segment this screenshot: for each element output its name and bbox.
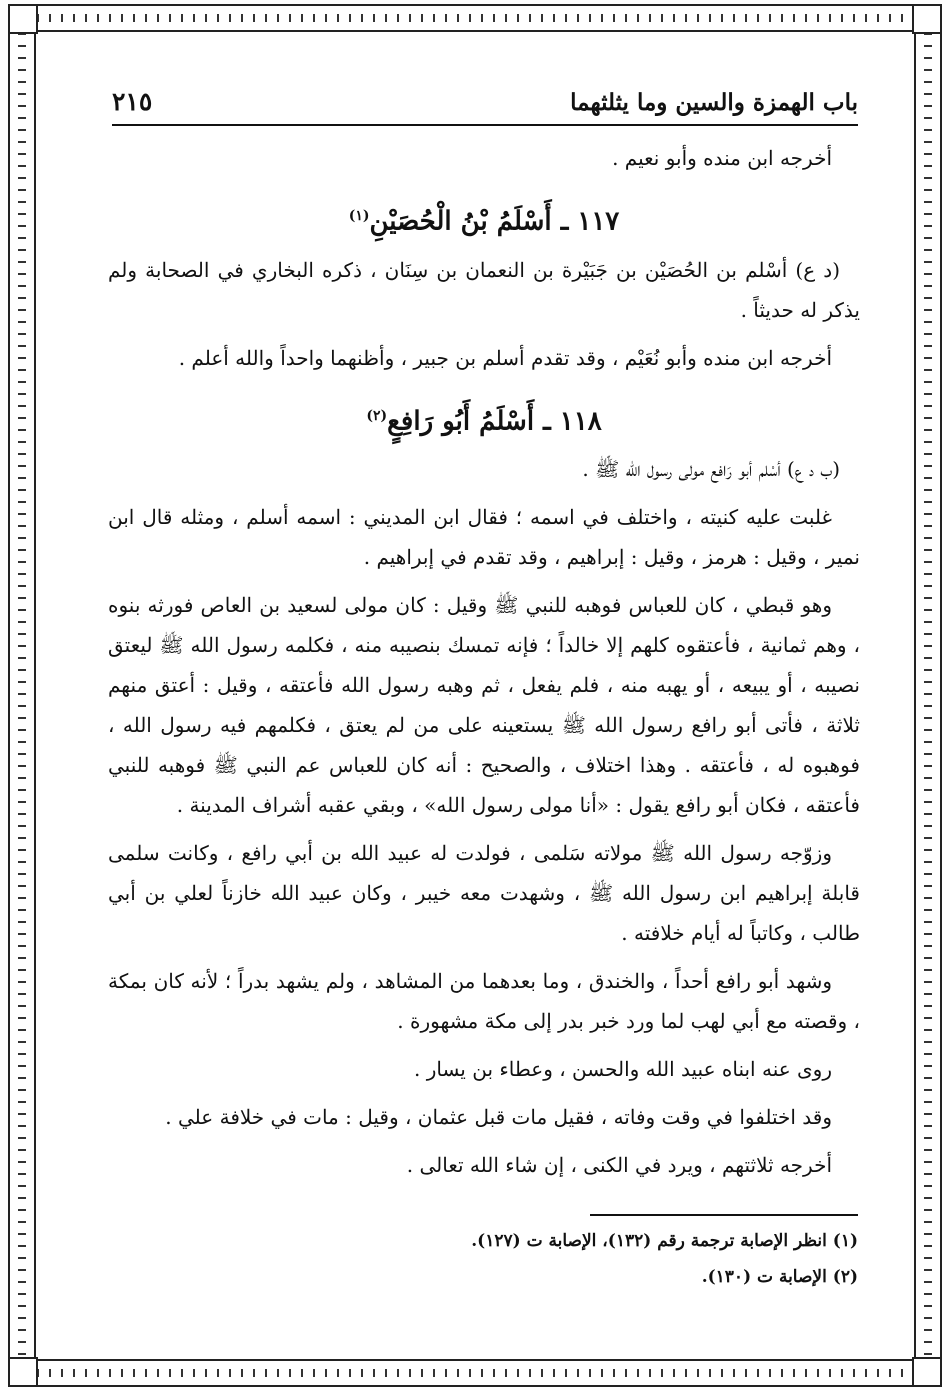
footnotes xyxy=(108,1222,858,1296)
page-header xyxy=(112,76,858,126)
paragraph: وهو قبطي ، كان للعباس فوهبه للنبي ﷺ وقيل : كان مولى لسعيد بن العاص فورثه بنوه ، وهم ثمانية ، فأعتقوه كلهم إلا خالداً ؛ فإنه تمسك بنصيبه منه ، فكلمه رسول الله ﷺ ليعتق نصيبه ، أو يبيعه ، أو يهبه منه ، فلم يفعل ، ثم وهبه رسول الله فأعتقه ، وقيل : أعتق منهم ثلاثة ، فأتى أبو رافع رسول الله ﷺ يستعينه على من لم يعتق ، فكلمهم فيه رسول الله ، فوهبوه له ، فأعتقه . وهذا اختلاف ، والصحيح : أنه كان للعباس عم النبي ﷺ فوهبه للنبي فأعتقه ، فكان أبو رافع يقول : «أنا مولى رسول الله» ، وبقي عقبه أشراف المدينة . xyxy=(108,593,860,818)
page-number: ٢١٥ xyxy=(112,87,153,116)
paragraph: (د ع) أسْلم بن الحُصَيْن بن جَبَيْرة بن النعمان بن سِنَان ، ذكره البخاري في الصحابة ولم يذكر له حديثاً . xyxy=(108,257,860,322)
border-corner xyxy=(8,1357,38,1387)
paragraph: أخرجه ثلاثتهم ، ويرد في الكنى ، إن شاء الله تعالى . xyxy=(406,1153,832,1178)
footnote: (١) انظر الإصابة ترجمة رقم (١٣٢)، الإصابة ت (١٢٧). xyxy=(471,1231,858,1251)
entry-title-text: ١١٨ ـ أَسْلَمُ أَبُو رَافِعٍ xyxy=(387,406,602,437)
border-corner xyxy=(912,1357,942,1387)
border-corner xyxy=(8,4,38,34)
entry-heading-117 xyxy=(108,194,860,244)
paragraph: (ب د ع) أسْلم أبو رَافع مولى رسول الله ﷺ . xyxy=(582,457,840,482)
ornamental-border-top xyxy=(8,4,942,32)
ornamental-border-right xyxy=(914,4,942,1387)
entry-heading-118 xyxy=(108,394,860,444)
entry-title-text: ١١٧ ـ أَسْلَمُ بْنُ الْحُصَيْنِ xyxy=(369,206,620,237)
paragraph: أخرجه ابن منده وأبو نعيم . xyxy=(612,146,832,170)
footnote: (٢) الإصابة ت (١٣٠). xyxy=(701,1267,858,1287)
border-corner xyxy=(912,4,942,34)
paragraph: وشهد أبو رافع أحداً ، والخندق ، وما بعدهما من المشاهد ، ولم يشهد بدراً ؛ لأنه كان بمكة ، وقصته مع أبي لهب لما ورد خبر بدر إلى مكة مشهورة . xyxy=(108,969,860,1034)
paragraph: أخرجه ابن منده وأبو نُعَيْم ، وقد تقدم أسلم بن جبير ، وأظنهما واحداً والله أعلم . xyxy=(178,345,832,370)
paragraph: وزوّجه رسول الله ﷺ مولاته سَلمى ، فولدت له عبيد الله بن أبي رافع ، وكانت سلمى قابلة إبراهيم ابن رسول الله ﷺ ، وشهدت معه خيبر ، وكان عبيد الله خازناً لعلي بن أبي طالب ، وكاتباً له أيام خلافته . xyxy=(108,841,860,946)
footnote-ref: (٢) xyxy=(366,407,388,424)
paragraph: وقد اختلفوا في وقت وفاته ، فقيل مات قبل عثمان ، وقيل : مات في خلافة علي . xyxy=(165,1105,832,1130)
paragraph: غلبت عليه كنيته ، واختلف في اسمه ؛ فقال ابن المديني : اسمه أسلم ، ومثله قال ابن نمير ، وقيل : هرمز ، وقيل : إبراهيم ، وقد تقدم في إبراهيم . xyxy=(108,505,860,570)
footnote-divider xyxy=(590,1214,858,1216)
ornamental-border-left xyxy=(8,4,36,1387)
page-body xyxy=(108,138,860,1193)
paragraph: روى عنه ابناه عبيد الله والحسن ، وعطاء بن يسار . xyxy=(413,1057,832,1082)
footnote-ref: (١) xyxy=(348,208,370,224)
ornamental-border-bottom xyxy=(8,1359,942,1387)
running-title: باب الهمزة والسين وما يثلثهما xyxy=(570,89,858,116)
